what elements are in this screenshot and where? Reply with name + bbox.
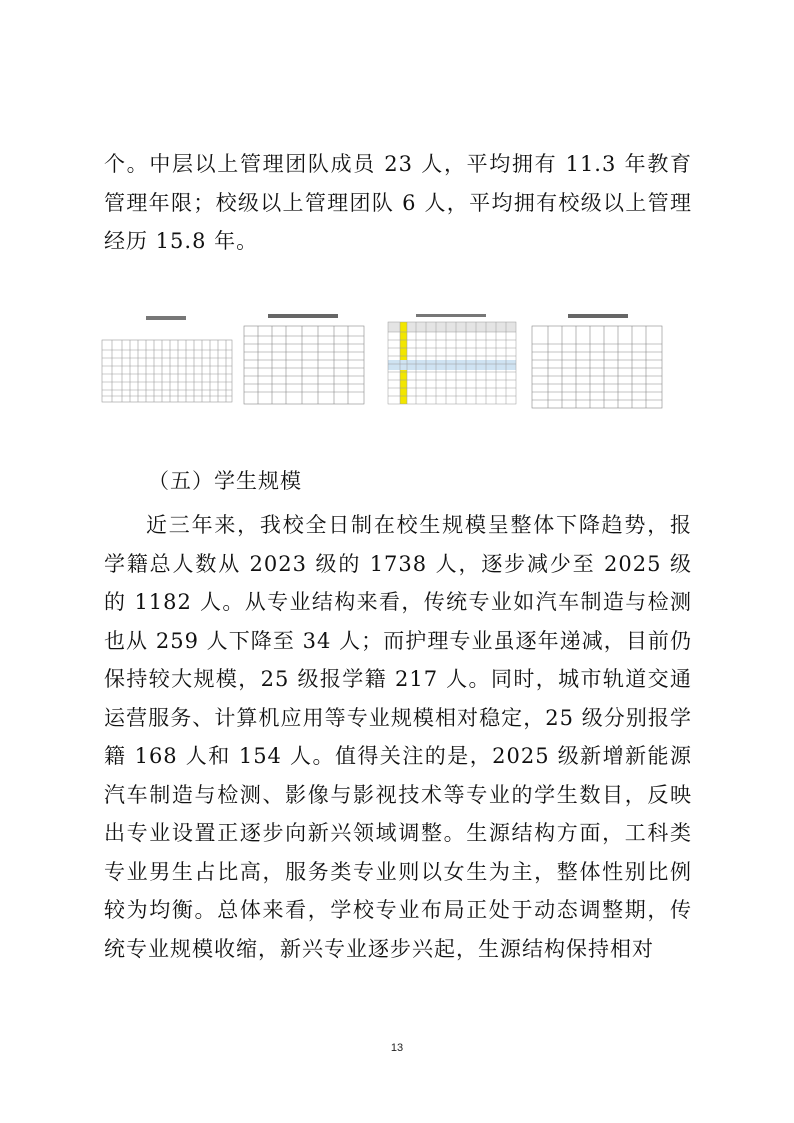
table-image-4: [530, 304, 666, 416]
table-thumbnails: [100, 304, 666, 416]
section-heading: （五）学生规模: [148, 469, 302, 493]
table-image-1: [100, 304, 234, 416]
paragraph-student-scale: 近三年来，我校全日制在校生规模呈整体下降趋势，报学籍总人数从 2023 级的 1738 人，逐步减少至 2025 级的 1182 人。从专业结构来看，传统专业如汽车制造与检测也从 259 人下降至 34 人；而护理专业虽逐年递减，目前仍保持较大规模，25 级报学籍 217 人。同时，城市轨道交通运营服务、计算机应用等专业规模相对稳定，25 级分别报学籍 168 人和 154 人。值得关注的是，2025 级新增新能源汽车制造与检测、影像与影视技术等专业的学生数目，反映出专业设置正逐步向新兴领域调整。生源结构方面，工科类专业男生占比高，服务类专业则以女生为主，整体性别比例较为均衡。总体来看，学校专业布局正处于动态调整期，传统专业规模收缩，新兴专业逐步兴起，生源结构保持相对: [104, 513, 692, 961]
table-image-2: [242, 304, 376, 416]
page-number: 13: [390, 1042, 404, 1054]
paragraph-management-team: 个。中层以上管理团队成员 23 人，平均拥有 11.3 年教育管理年限；校级以上管理团队 6 人，平均拥有校级以上管理经历 15.8 年。: [104, 152, 692, 253]
table-image-3: [386, 304, 520, 416]
